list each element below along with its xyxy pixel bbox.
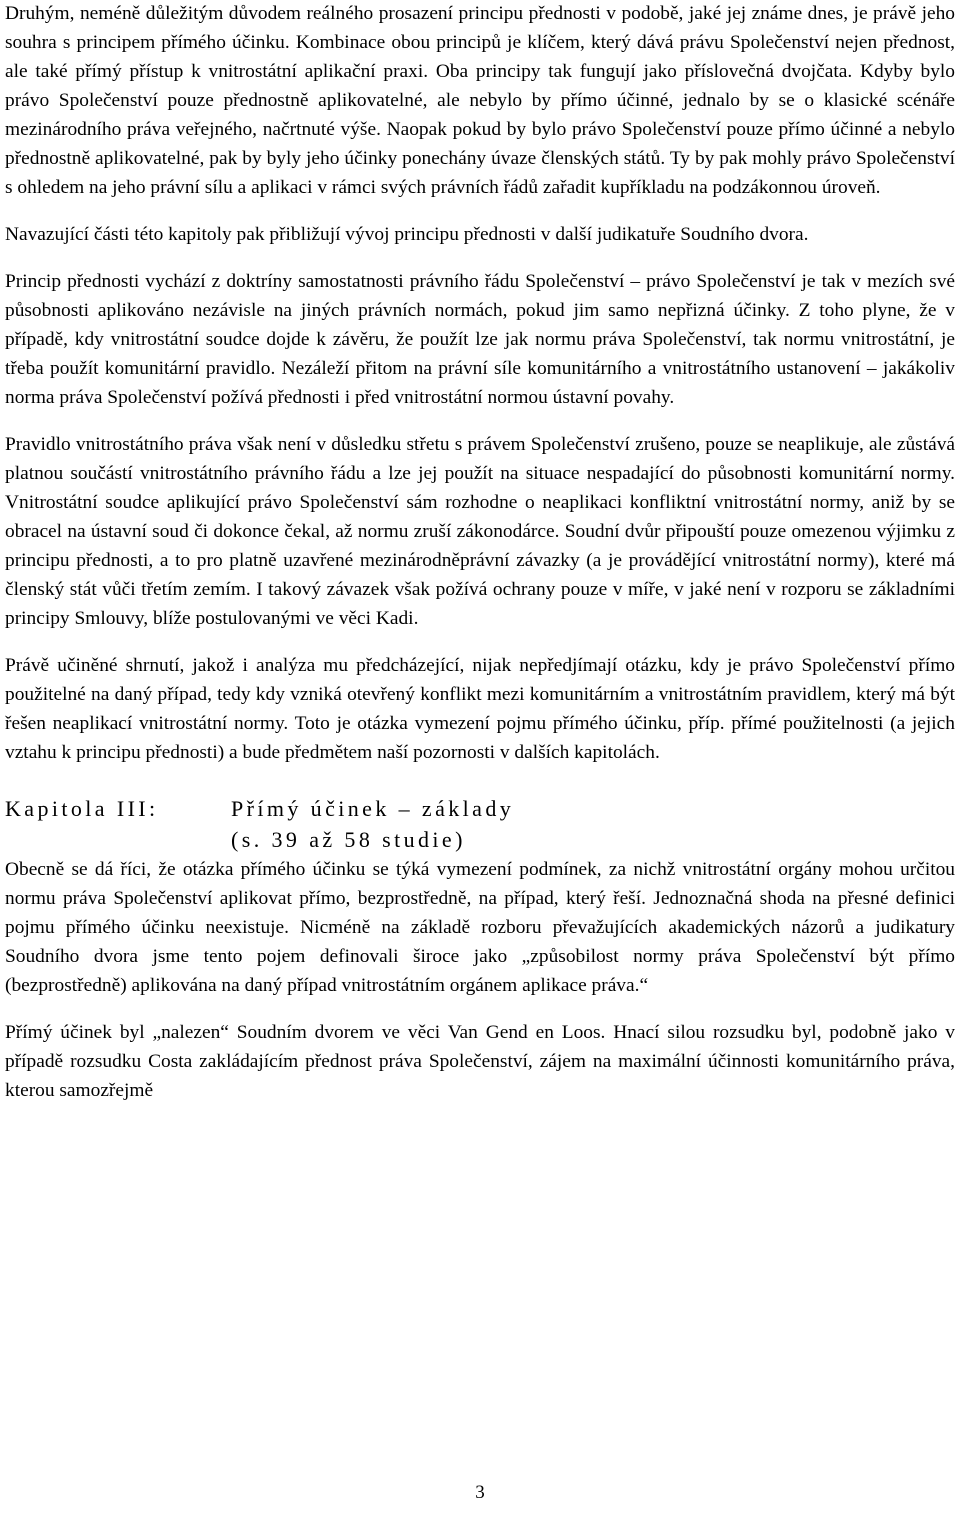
paragraph: Navazující části této kapitoly pak přibližují vývoj principu přednosti v další judikatuře Soudního dvora. — [5, 224, 809, 245]
paragraph: Přímý účinek byl „nalezen“ Soudním dvorem ve věci Van Gend en Loos. Hnací silou rozsudku byl, podobně jako v případě rozsudku Costa zakládajícím přednost práva Společenství, zájem na maximální účinnosti komunitárního práva, kterou samozřejmě — [5, 1022, 955, 1101]
chapter-subtitle-line: (s. 39 až 58 studie) — [231, 827, 466, 852]
paragraph: Princip přednosti vychází z doktríny samostatnosti právního řádu Společenství – právo Společenství je tak v mezích své působnosti aplikováno nezávisle na jiných právních normách, pokud jim samo nepřizná účinky. Z toho plyne, že v případě, kdy vnitrostátní soudce dojde k závěru, že použít lze jak normu práva Společenství, tak normu vnitrostátní, je třeba použít komunitární pravidlo. Nezáleží přitom na právní síle komunitárního a vnitrostátního ustanovení – jakákoliv norma práva Společenství požívá přednosti i před vnitrostátní normou ústavní povahy. — [5, 271, 955, 408]
paragraph: Obecně se dá říci, že otázka přímého účinku se týká vymezení podmínek, za nichž vnitrostátní orgány mohou určitou normu práva Společenství aplikovat přímo, bezprostředně, na případ, který řeší. Jednoznačná shoda na přesné definici pojmu přímého účinku neexistuje. Nicméně na základě rozboru převažujících akademických názorů a judikatury Soudního dvora jsme tento pojem definovali široce jako „způsobilost normy práva Společenství být přímo (bezprostředně) aplikována na daný případ vnitrostátním orgánem aplikace práva.“ — [5, 859, 955, 996]
paragraph: Pravidlo vnitrostátního práva však není v důsledku střetu s právem Společenství zrušeno, pouze se neaplikuje, ale zůstává platnou součástí vnitrostátního právního řádu a lze jej použít na situace nespadající do působnosti komunitární normy. Vnitrostátní soudce aplikující právo Společenství sám rozhodne o neaplikaci konfliktní vnitrostátní normy, aniž by se obracel na ústavní soud či dokonce čekal, až normu zruší zákonodárce. Soudní dvůr připouští pouze omezenou výjimku z principu přednosti, a to pro platně uzavřené mezinárodněprávní závazky (a je provádějící vnitrostátní normy), které má členský stát vůči třetím zemím. I takový závazek však požívá ochrany pouze v míře, v jaké není v rozporu se základními principy Smlouvy, blíže postulovanými ve věci Kadi. — [5, 434, 955, 629]
page-number: 3 — [475, 1482, 485, 1503]
paragraph: Právě učiněné shrnutí, jakož i analýza mu předcházející, nijak nepředjímají otázku, kdy je právo Společenství přímo použitelné na daný případ, tedy kdy vzniká otevřený konflikt mezi komunitárním a vnitrostátním pravidlem, který má být řešen neaplikací vnitrostátní normy. Toto je otázka vymezení pojmu přímého účinku, příp. přímé použitelnosti (a jejich vztahu k principu přednosti) a bude předmětem naší pozornosti v dalších kapitolách. — [5, 655, 955, 763]
chapter-heading — [5, 793, 955, 855]
chapter-title — [231, 793, 514, 855]
chapter-label: Kapitola III: — [5, 796, 159, 821]
paragraph: Druhým, neméně důležitým důvodem reálného prosazení principu přednosti v podobě, jaké jej známe dnes, je právě jeho souhra s principem přímého účinku. Kombinace obou principů je klíčem, který dává právu Společenství nejen přednost, ale také přímý přístup k vnitrostátní aplikační praxi. Oba principy tak fungují jako příslovečná dvojčata. Kdyby bylo právo Společenství pouze přednostně aplikovatelné, ale nebylo by přímo účinné, jednalo by se o klasické scénáře mezinárodního práva veřejného, načrtnuté výše. Naopak pokud by bylo právo Společenství pouze přímo účinné a nebylo přednostně aplikovatelné, pak by byly jeho účinky ponechány úvaze členských států. Ty by pak mohly právo Společenství s ohledem na jeho právní sílu a aplikaci v rámci svých právních řádů zařadit kupříkladu na podzákonnou úroveň. — [5, 3, 955, 198]
document-page — [5, 0, 955, 1105]
chapter-title-line: Přímý účinek – základy — [231, 796, 515, 821]
